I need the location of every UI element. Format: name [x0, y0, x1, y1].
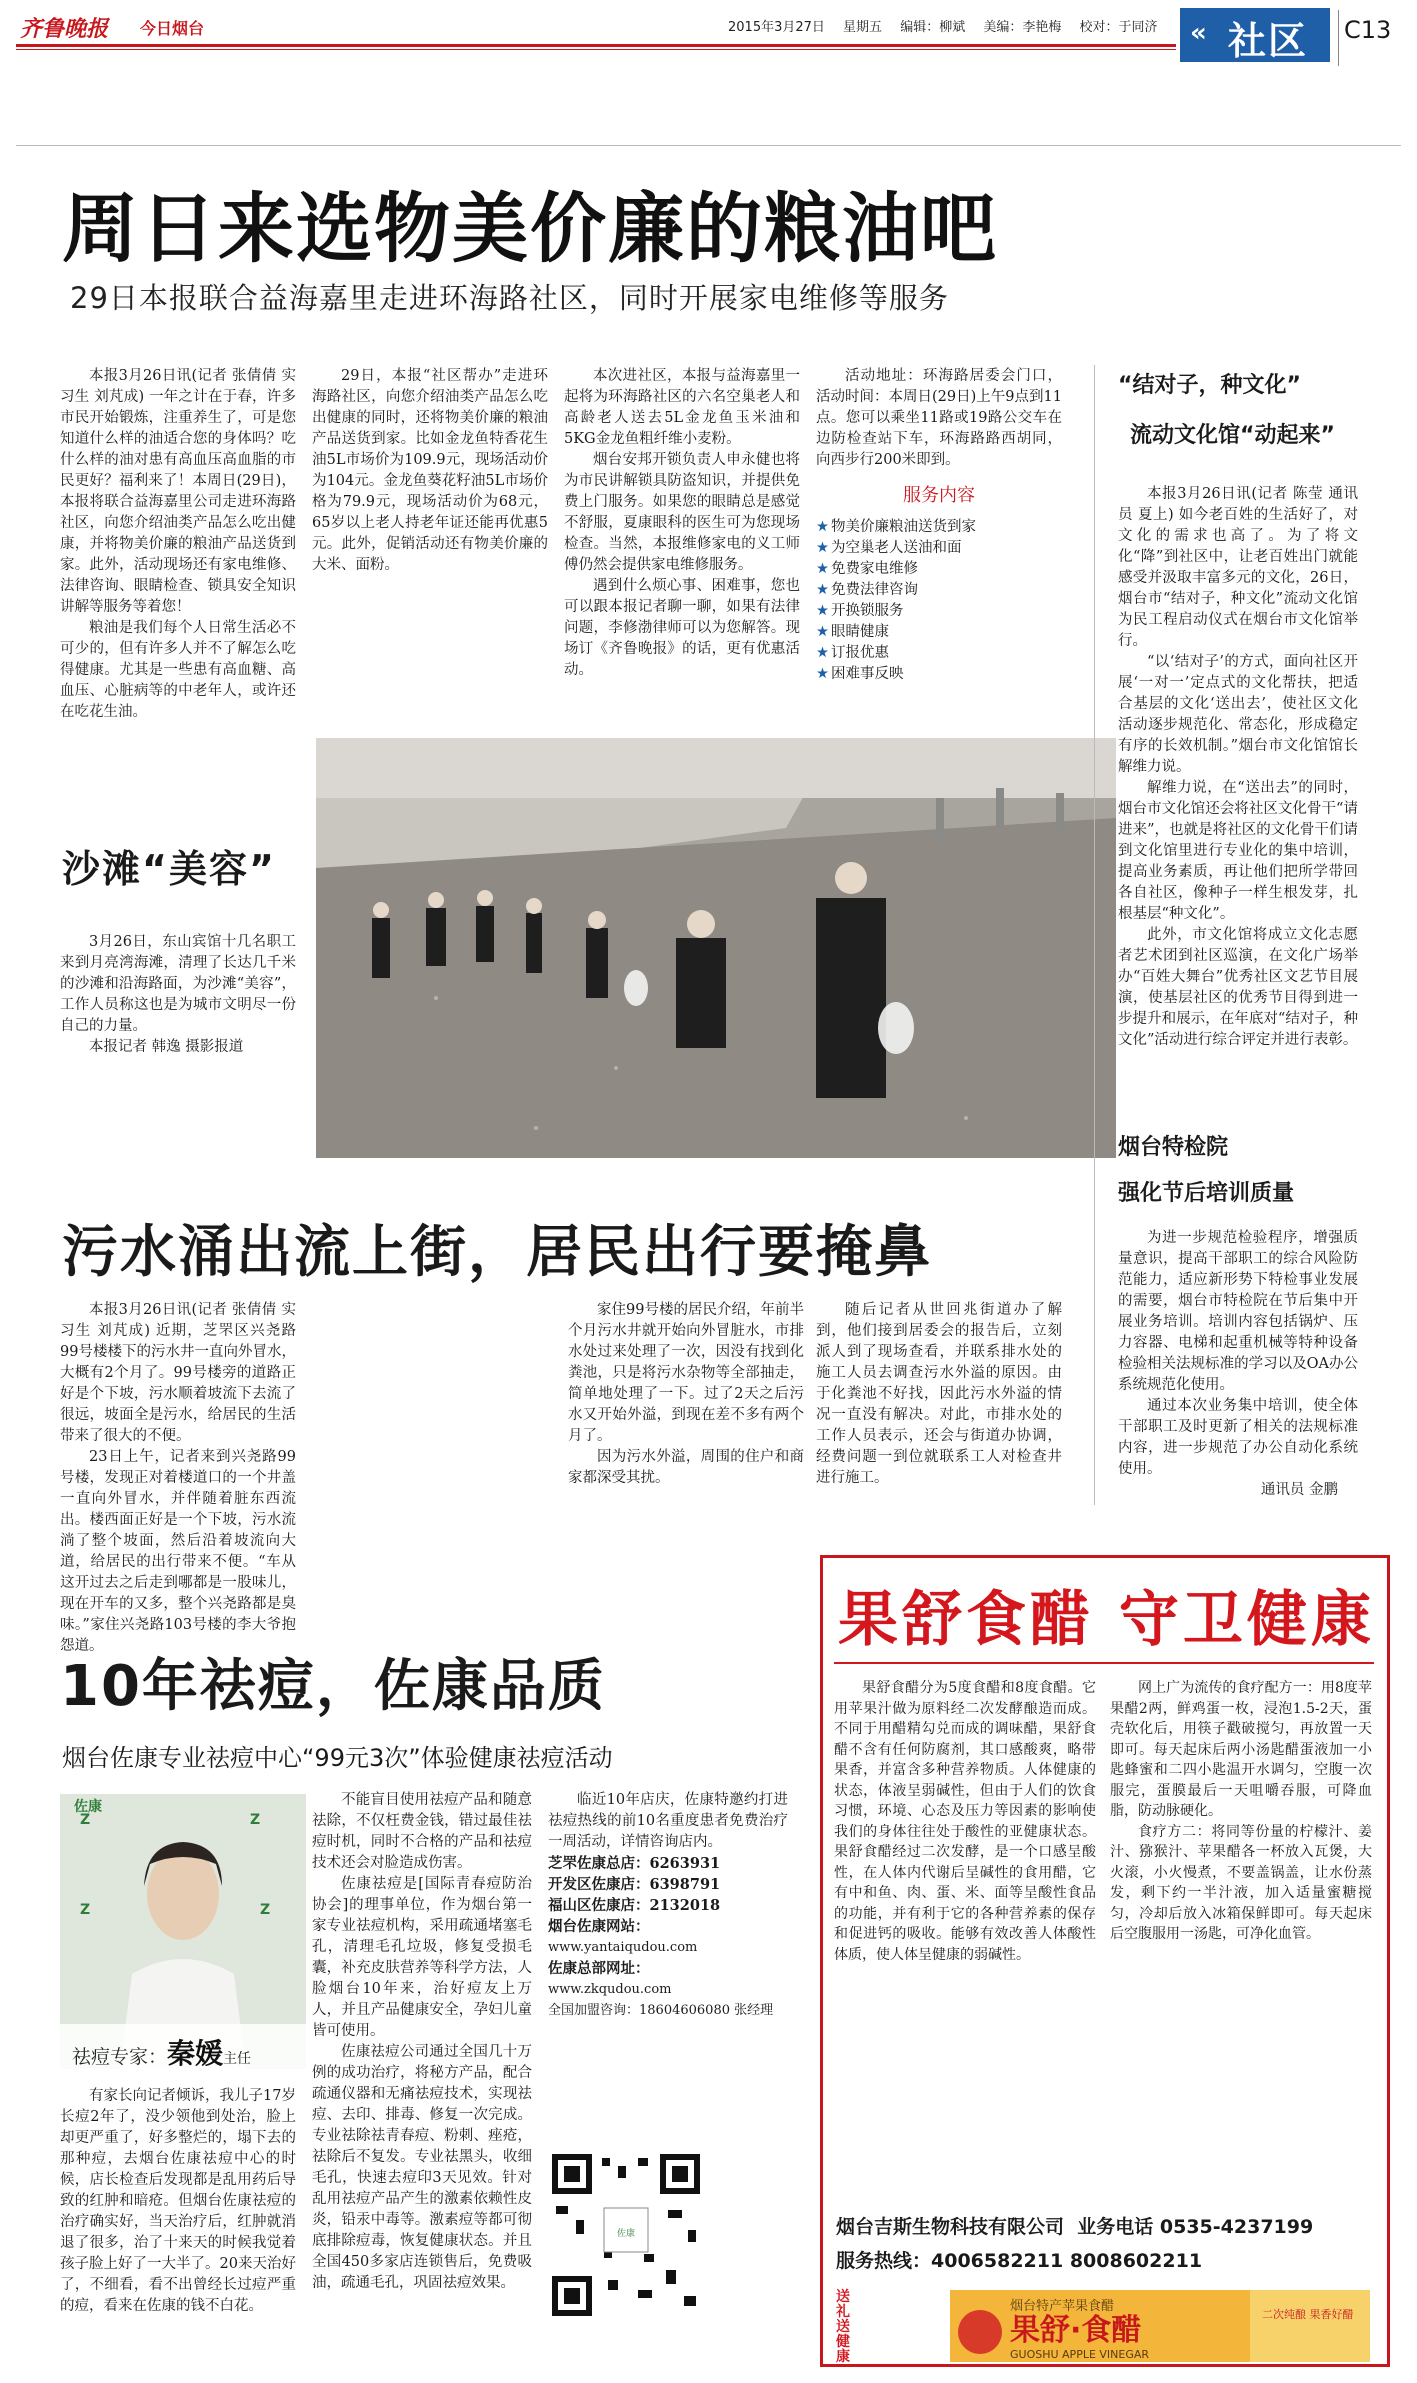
qr-code-illustration [548, 2150, 704, 2320]
inspect-kicker: 烟台特检院 [1118, 1135, 1229, 1160]
portrait-illustration [60, 1794, 306, 2069]
svg-text:Z: Z [250, 1812, 261, 1828]
qr-code [548, 2150, 704, 2320]
list-item: ★ 为空巢老人送油和面 [816, 540, 962, 556]
vinegar-ad-rule [834, 1662, 1374, 1664]
lead-paragraph: 烟台安邦开锁负责人申永健也将为市民讲解锁具防盗知识，并提供免费上门服务。如果您的眼睛总是感觉不舒服，夏康眼科的医生可为您现场检查。当然，本报维修家电的义工师傅仍然会提供家电维修服务。 [564, 452, 800, 573]
expert-portrait [60, 1794, 306, 2069]
service-list [816, 517, 1062, 685]
box-english: GUOSHU APPLE VINEGAR [1010, 2348, 1150, 2361]
gift-char: 送 [836, 2289, 850, 2305]
box-top-text: 烟台特产苹果食醋 [1010, 2299, 1115, 2314]
header-rule-thin [16, 49, 1176, 50]
culture-article [1118, 484, 1358, 1051]
lead-paragraph: 活动地址：环海路居委会门口，活动时间：本周日(29日)上午9点到11点。您可以乘坐11路或19路公交车在边防检查站下车，环海路路西胡同，向西步行200米即到。 [816, 368, 1062, 468]
biz-label: 业务电话 [1077, 2216, 1154, 2238]
page-number-divider [1338, 10, 1339, 66]
ad-paragraph: 有家长向记者倾诉，我儿子17岁长痘2年了，没少领他到处治，脸上却更严重了，好多整烂的，塌下去的那种痘，去烟台佐康祛痘中心的时候，店长检查后发现都是乱用药后导致的红肿和暗疮。但烟台佐康祛痘的治疗确实好，当天治疗后，红肿就消退了很多，治了十来天的时候我觉着孩子脸上好了一大半了。20来天治好了，不细看，看不出曾经长过痘严重的痘，看来在佐康的钱不白花。 [60, 2088, 296, 2314]
list-item: ★ 免费法律咨询 [816, 582, 918, 598]
expert-name: 秦媛 [167, 2037, 224, 2069]
caption-text: 3月26日，东山宾馆十几名职工来到月亮湾海滩，清理了长达几千米的沙滩和沿海路面，为沙滩“美容”，工作人员称这也是为城市文明尽一份自己的力量。 [60, 934, 296, 1034]
ad-paragraph: 食疗方二：将同等份量的柠檬汁、姜汁、猕猴汁、苹果醋各一杯放入瓦煲，大火滚，小火慢煮，不要盖锅盖，让水份蒸发，剩下约一半汁液，加入适量蜜糖搅匀，冷却后放入冰箱保鲜即可。每天起床后空腹服用一汤匙，可净化血管。 [1110, 1823, 1372, 1942]
svg-text:Z: Z [260, 1902, 271, 1918]
website-label: 烟台佐康网站： [548, 1918, 650, 1935]
article-paragraph: 为进一步规范检验程序，增强质量意识，提高干部职工的综合风险防范能力，适应新形势下特检事业发展的需要，烟台市特检院在节后集中开展业务培训。培训内容包括锅炉、压力容器、电梯和起重机械等特种设备检验相关法规标准的学习以及OA办公系统规范化使用。 [1118, 1230, 1358, 1393]
star-icon: ★ [816, 603, 829, 619]
double-chevron-left-icon: « [1190, 18, 1207, 48]
header-rule [16, 44, 1176, 47]
section-name: 社区 [1228, 19, 1309, 63]
star-icon: ★ [816, 519, 829, 535]
article-paragraph: 通过本次业务集中培训，使全体干部职工及时更新了相关的法规标准内容，进一步规范了办公自动化系统使用。 [1118, 1398, 1358, 1477]
star-icon: ★ [816, 561, 829, 577]
lead-column-1 [60, 366, 296, 723]
proof-credit: 校对：于同济 [1079, 20, 1158, 35]
sewage-column-3 [568, 1300, 804, 1489]
star-icon: ★ [816, 666, 829, 682]
ad-paragraph: 网上广为流传的食疗配方一：用8度苹果醋2两，鲜鸡蛋一枚，浸泡1.5-2天，蛋壳软化后，用筷子戳破搅匀，再放置一天即可。每天起床后两小汤匙醋蛋液加一小匙蜂蜜和二四小匙温开水调匀，空腹一次服完，蛋膜最后一天咀嚼吞服，可降血脂，防动脉硬化。 [1110, 1680, 1372, 1819]
vinegar-company: 烟台吉斯生物科技有限公司 业务电话 0535-4237199 [836, 2216, 1314, 2238]
beach-cleanup-photo [316, 738, 1116, 1158]
acne-ad-subheadline: 烟台佐康专业祛痘中心“99元3次”体验健康祛痘活动 [62, 1744, 613, 1772]
column-divider [1094, 365, 1095, 1505]
svg-text:Z: Z [80, 1902, 91, 1918]
biz-phone: 0535-4237199 [1159, 2216, 1314, 2238]
vinegar-hotline: 服务热线：4006582211 8008602211 [836, 2250, 1203, 2272]
culture-kicker: “结对子，种文化” [1118, 373, 1301, 398]
vinegar-ad-headline: 果舒食醋 守卫健康 [838, 1585, 1375, 1655]
lead-paragraph: 遇到什么烦心事、困难事，您也可以跟本报记者聊一聊，如果有法律问题，李修渤律师可以为您解答。现场订《齐鲁晚报》的话，更有优惠活动。 [564, 578, 800, 678]
box-side-text: 二次纯酿 果香好醋 [1262, 2308, 1354, 2321]
gift-char: 送 [836, 2319, 850, 2335]
divider [16, 145, 1401, 146]
page-number: C13 [1344, 16, 1392, 44]
editor-credit: 编辑：柳斌 [900, 20, 966, 35]
lead-paragraph: 粮油是我们每个人日常生活必不可少的，但有许多人并不了解怎么吃得健康。尤其是一些患有高血糖、高血压、心脏病等的中老年人，或许还在吃花生油。 [60, 620, 296, 720]
gift-char: 礼 [836, 2304, 850, 2320]
hq-label: 佐康总部网址： [548, 1960, 650, 1977]
sewage-column-1 [60, 1300, 296, 1657]
acne-column-3 [548, 1790, 788, 2021]
apple-icon [958, 2310, 1002, 2354]
ad-paragraph: 佐康祛痘是[国际青春痘防治协会]的理事单位，作为烟台第一家专业祛痘机构，采用疏通堵塞毛孔，清理毛孔垃圾，修复受损毛囊，补充皮肤营养等科学方法，人脸烟台10年来，治好痘友上万人，并且产品健康安全，孕妇儿童皆可使用。 [312, 1876, 532, 2039]
beach-photo-illustration [316, 738, 1116, 1158]
article-paragraph: 随后记者从世回兆街道办了解到，他们接到居委会的报告后，立刻派人到了现场查看，并联系排水处的施工人员去调查污水外溢的原因。由于化粪池不好找，因此污水外溢的情况一直没有解决。对此，市排水处的工作人员表示，还会与街道办协调，经费问题一到位就联系工人对检查井进行施工。 [816, 1302, 1062, 1486]
ad-paragraph: 临近10年店庆，佐康特邀约打进祛痘热线的前10名重度患者免费治疗一周活动，详情咨询店内。 [548, 1792, 788, 1850]
star-icon: ★ [816, 645, 829, 661]
vinegar-product-box [950, 2290, 1370, 2362]
photo-credit: 本报记者 韩逸 摄影报道 [89, 1039, 244, 1055]
store-phone: 开发区佐康店：6398791 [548, 1876, 721, 1893]
lead-column-3 [564, 366, 800, 681]
article-paragraph: 23日上午，记者来到兴尧路99号楼，发现正对着楼道口的一个井盖一直向外冒水，并伴随着脏东西流出。楼西面正好是一个下坡，污水流淌了整个坡面，然后沿着坡流向大道，给居民的出行带来不便。“车从这开过去之后走到哪都是一股味儿，现在开车的又多，整个兴尧路都是臭味。”家住兴尧路103号楼的李大爷抱怨道。 [60, 1449, 296, 1654]
article-paragraph: 家住99号楼的居民介绍，年前半个月污水井就开始向外冒脏水，市排水处过来处理了一次，因没有找到化粪池，只是将污水杂物等全部抽走，简单地处理了一下。过了2天之后污水又开始外溢，到现在差不多有两个月了。 [568, 1302, 804, 1444]
star-icon: ★ [816, 540, 829, 556]
gift-char: 健 [836, 2334, 850, 2350]
lead-paragraph: 29日，本报“社区帮办”走进环海路社区，向您介绍油类产品怎么吃出健康的同时，还将物美价廉的粮油产品送货到家。比如金龙鱼特香花生油5L市场价为109.9元，现场活动价为104元。金龙鱼葵花籽油5L市场价格为79.9元，现场活动价为68元，65岁以上老人持老年证还能再优惠5元。此外，促销活动还有物美价廉的大米、面粉。 [312, 368, 548, 573]
issue-meta [728, 16, 1172, 35]
byline: 通讯员 金鹏 [1260, 1482, 1338, 1498]
website-link[interactable]: www.yantaiqudou.com [548, 1940, 698, 1955]
culture-headline: 流动文化馆“动起来” [1130, 423, 1335, 448]
list-item: ★ 困难事反映 [816, 666, 904, 682]
expert-role: 主任 [223, 2051, 252, 2067]
lead-column-4 [816, 366, 1062, 685]
box-brand: 果舒·食醋 [1010, 2313, 1142, 2348]
article-paragraph: 此外，市文化馆将成立文化志愿者艺术团到社区巡演，在文化广场举办“百姓大舞台”优秀社区文艺节目展演，使基层社区的优秀节目得到进一步提升和展示，在年底对“结对子，种文化”活动进行综合评定并进行表彰。 [1118, 927, 1358, 1048]
service-list-title: 服务内容 [903, 485, 975, 506]
list-item: ★ 开换锁服务 [816, 603, 904, 619]
sewage-column-4 [816, 1300, 1062, 1489]
masthead-logo: 齐鲁晚报 [20, 16, 109, 42]
inspect-headline: 强化节后培训质量 [1118, 1181, 1295, 1206]
product-box-illustration [950, 2290, 1370, 2362]
article-paragraph: 本报3月26日讯(记者 张倩倩 实习生 刘芃成) 近期，芝罘区兴尧路99号楼楼下的污水井一直向外冒水，大概有2个月了。99号楼旁的道路正好是个下坡，污水顺着坡流下去流了很远，坡面全是污水，给居民的生活带来了很大的不便。 [60, 1302, 296, 1444]
ad-paragraph: 佐康祛痘公司通过全国几十万例的成功治疗，将秘方产品，配合疏通仪器和无痛祛痘技术，实现祛痘、去印、排毒、修复一次完成。专业祛除祛青春痘、粉刺、痤疮，祛除后不复发。专业祛黑头，收细毛孔，快速去痘印3天见效。针对乱用祛痘产品产生的激素依赖性皮炎，铅汞中毒等。激素痘等都可彻底排除痘毒，恢复健康状态。并且全国450多家店连锁售后，免费吸油，疏通毛孔，巩固祛痘效果。 [312, 2044, 532, 2291]
list-item: ★ 免费家电维修 [816, 561, 918, 577]
article-paragraph: 解维力说，在“送出去”的同时，烟台市文化馆还会将社区文化骨干“请进来”，也就是将社区的文化骨干们请到文化馆里进行专业化的集中培训，提高业务素质，再让他们把所学带回各自社区，像种子一样生根发芽，扎根基层“种文化”。 [1118, 780, 1358, 922]
acne-ad-headline: 10年祛痘，佐康品质 [60, 1654, 606, 1719]
acne-column-2 [312, 1790, 532, 2294]
vinegar-ad-body [834, 1678, 1374, 1965]
qr-center-logo: 佐康 [616, 2229, 636, 2239]
ad-paragraph: 不能盲目使用祛痘产品和随意祛除，不仅枉费金钱，错过最佳祛痘时机，同时不合格的产品和祛痘技术还会对脸造成伤害。 [312, 1792, 532, 1871]
gift-slogan [836, 2290, 926, 2365]
hotline-numbers: 4006582211 8008602211 [931, 2250, 1203, 2272]
inspect-article [1118, 1228, 1358, 1501]
svg-text:Z: Z [80, 1812, 91, 1828]
store-phone: 芝罘佐康总店：6263931 [548, 1855, 721, 1872]
ad-paragraph: 果舒食醋分为5度食醋和8度食醋。它用苹果汁做为原料经二次发酵酿造而成。不同于用醋精勾兑而成的调味醋，果舒食醋不含有任何防腐剂，其口感酸爽，略带果香，并富含多种营养物质。人体健康的状态，体液呈弱碱性，但由于人们的饮食习惯，环境、心态及压力等因素的影响使我们的身体往往处于酸性的亚健康状态。果舒食醋经过二次发酵，是一个口感呈酸性，在人体内代谢后呈碱性的食用醋，它有中和鱼、肉、蛋、米、面等呈酸性食品的功能，并有利于它的各种营养素的保存和促进钙的吸收。能够有效改善人体酸性体质，使人体呈健康的弱碱性。 [834, 1680, 1096, 1963]
expert-label: 祛痘专家：秦媛主任 [72, 2037, 252, 2069]
list-item: ★ 订报优惠 [816, 645, 889, 661]
lead-column-2 [312, 366, 548, 576]
gift-char: 康 [836, 2349, 850, 2365]
designer-credit: 美编：李艳梅 [983, 20, 1062, 35]
lead-paragraph: 本次进社区，本报与益海嘉里一起将为环海路社区的六名空巢老人和高龄老人送去5L金龙鱼玉米油和5KG金龙鱼粗纤维小麦粉。 [564, 368, 800, 447]
issue-weekday: 星期五 [843, 20, 883, 35]
article-paragraph: “以‘结对子’的方式，面向社区开展‘一对一’定点式的文化帮扶，把适合基层的文化‘送出去’，使社区文化活动逐步规范化、常态化，形成稳定有序的长效机制。”烟台市文化馆馆长解维力说。 [1118, 654, 1358, 775]
lead-headline: 周日来选物美价廉的粮油吧 [62, 184, 998, 273]
star-icon: ★ [816, 624, 829, 640]
list-item: ★ 物美价廉粮油送货到家 [816, 519, 976, 535]
article-paragraph: 本报3月26日讯(记者 陈莹 通讯员 夏上) 如今老百姓的生活好了，对文化的需求也高了。为了将文化“降”到社区中，让老百姓出门就能感受并汲取丰富多元的文化，26日，烟台市“结对子，种文化”流动文化馆为民工程启动仪式在烟台市文化馆举行。 [1118, 486, 1358, 649]
store-phone: 福山区佐康店：2132018 [548, 1897, 721, 1914]
edition-label: 今日烟台 [140, 19, 205, 38]
lead-paragraph: 本报3月26日讯(记者 张倩倩 实习生 刘芃成) 一年之计在于春，许多市民开始锻炼，注重养生了，可是您知道什么样的油适合您的身体吗？吃什么样的油对患有高血压高血脂的市民更好？福利来了！本周日(29日)，本报将联合益海嘉里公司走进环海路社区，向您介绍油类产品怎么吃出健康，并将物美价廉的粮油产品送货到家。此外，活动现场还有家电维修、法律咨询、眼睛检查、锁具安全知识讲解等服务等着您！ [60, 368, 296, 615]
star-icon: ★ [816, 582, 829, 598]
lead-subheadline: 29日本报联合益海嘉里走进环海路社区，同时开展家电维修等服务 [70, 281, 949, 315]
list-item: ★ 眼睛健康 [816, 624, 889, 640]
sewage-headline: 污水涌出流上街，居民出行要掩鼻 [62, 1220, 932, 1285]
hq-link[interactable]: www.zkqudou.com [548, 1982, 672, 1997]
brand-logo: 佐康 [74, 1799, 102, 1815]
photo-caption [60, 932, 296, 1058]
franchise-contact: 全国加盟咨询：18604606080 张经理 [548, 2003, 774, 2018]
photo-story-headline: 沙滩“美容” [62, 847, 276, 891]
acne-column-1 [60, 2086, 296, 2317]
article-paragraph: 因为污水外溢，周围的住户和商家都深受其扰。 [568, 1449, 804, 1486]
issue-date: 2015年3月27日 [728, 20, 825, 35]
